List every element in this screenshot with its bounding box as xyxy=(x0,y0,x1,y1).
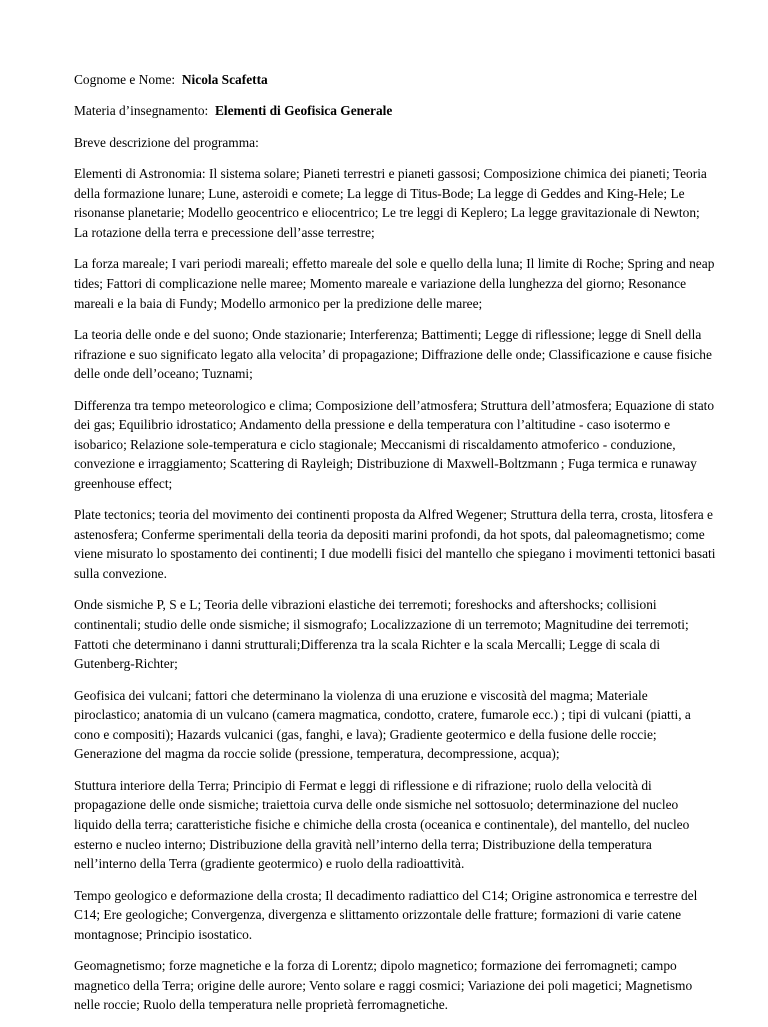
paragraph-geomagnetism: Geomagnetismo; forze magnetiche e la forza di Lorentz; dipolo magnetico; formazione dei ferromagneti; campo magnetico della Terra; origine delle aurore; Vento solare e raggi cosmici; Variazione dei poli magetici; Magnetismo nelle roccie; Ruolo della temperatura nelle proprietà ferromagnetiche. xyxy=(74,958,693,1013)
paragraph-volcanoes: Geofisica dei vulcani; fattori che determinano la violenza di una eruzione e viscosità del magma; Materiale piroclastico; anatomia di un vulcano (camera magmatica, condotto, cratere, fumarole ecc.) ; tipi di vulcani (piatti, a cono e compositi); Hazards vulcanici (gas, fanghi, e lava); Gradiente geotermico e della fusione delle roccie; Generazione del magma da roccie solide (pressione, temperatura, decompressione, acqua); xyxy=(74,687,691,762)
paragraph-seismic-waves: Onde sismiche P, S e L; Teoria delle vibrazioni elastiche dei terremoti; foreshocks and aftershocks; collisioni continentali; studio delle onde sismiche; il sismografo; Localizzazione di un terremoto; Magnitudine dei terremoti; Fattoti che determinano i danni strutturali;Differenza tra la scala Richter e la scala Mercalli; Legge di scala di Gutenberg-Richter; xyxy=(74,597,689,672)
paragraph-geologic-time: Tempo geologico e deformazione della crosta; Il decadimento radiattico del C14; Origine astronomica e terrestre del C14; Ere geologiche; Convergenza, divergenza e slittamento orizzontale delle fratture; formazioni di varie catene montagnose; Principio isostatico. xyxy=(74,887,698,942)
subject-label: Materia d’insegnamento: xyxy=(74,103,209,119)
document-page xyxy=(74,70,716,1027)
paragraph-plate-tectonics: Plate tectonics; teoria del movimento dei continenti proposta da Alfred Wegener; Struttura della terra, crosta, litosfera e astenosfera; Conferme sperimentali della teoria da depositi marini profondi, da hot spots, dal paleomagnetismo; come viene misurato lo spostamento dei continenti; I due modelli fisici del mantello che spiegano i movimenti tettonici basati sulla convezione. xyxy=(74,507,716,582)
paragraph-earth-interior: Stuttura interiore della Terra; Principio di Fermat e leggi di riflessione e di rifrazione; ruolo della velocità di propagazione delle onde sismiche; traiettoia curva delle onde sismiche nel sottosuolo; determinazione del nucleo liquido della terra; caratteristiche fisiche e chimiche della crosta (oceanica e continentale), del mantello, del nucleo esterno e nucleo interno; Distribuzione della gravità nell’interno della terra; Distribuzione della temperatura nell’interno della Terra (gradiente geotermico) e ruolo della radioattività. xyxy=(74,777,690,872)
subject-line xyxy=(74,101,716,121)
name-label: Cognome e Nome: xyxy=(74,72,176,87)
paragraph-atmosphere: Differenza tra tempo meteorologico e clima; Composizione dell’atmosfera; Struttura dell’atmosfera; Equazione di stato dei gas; Equilibrio idrostatico; Andamento della pressione e della temperatura con l’altitudine - caso isotermo e isobarico; Relazione sole-temperatura e ciclo stagionale; Meccanismi di riscaldamento atmoferico - conduzione, convezione e irraggiamento; Scattering di Rayleigh; Distribuzione di Maxwell-Boltzmann ; Fuga termica e runaway greenhouse effect; xyxy=(74,397,715,491)
name-line xyxy=(74,70,716,90)
subject-value: Elementi di Geofisica Generale xyxy=(214,103,393,119)
name-value: Nicola Scafetta xyxy=(181,72,268,87)
paragraph-tides: La forza mareale; I vari periodi mareali; effetto mareale del sole e quello della luna; Il limite di Roche; Spring and neap tides; Fattori di complicazione nelle maree; Momento mareale e variazione della lunghezza del giorno; Resonance mareali e la baia di Fundy; Modello armonico per la predizione delle maree; xyxy=(74,256,715,311)
program-heading: Breve descrizione del programma: xyxy=(74,134,259,150)
paragraph-waves: La teoria delle onde e del suono; Onde stazionarie; Interferenza; Battimenti; Legge di riflessione; legge di Snell della rifrazione e suo significato legato alla velocita’ di propagazione; Diffrazione delle onde; Classificazione e cause fisiche delle onde dell’oceano; Tuznami; xyxy=(74,326,712,382)
paragraph-astronomy: Elementi di Astronomia: Il sistema solare; Pianeti terrestri e pianeti gassosi; Composizione chimica dei pianeti; Teoria della formazione lunare; Lune, asteroidi e comete; La legge di Titus-Bode; La legge di Geddes and King-Hele; Le risonanse planetarie; Modello geocentrico e eliocentrico; Le tre leggi di Keplero; La legge gravitazionale di Newton; La rotazione della terra e precessione dell’asse terrestre; xyxy=(74,166,707,240)
